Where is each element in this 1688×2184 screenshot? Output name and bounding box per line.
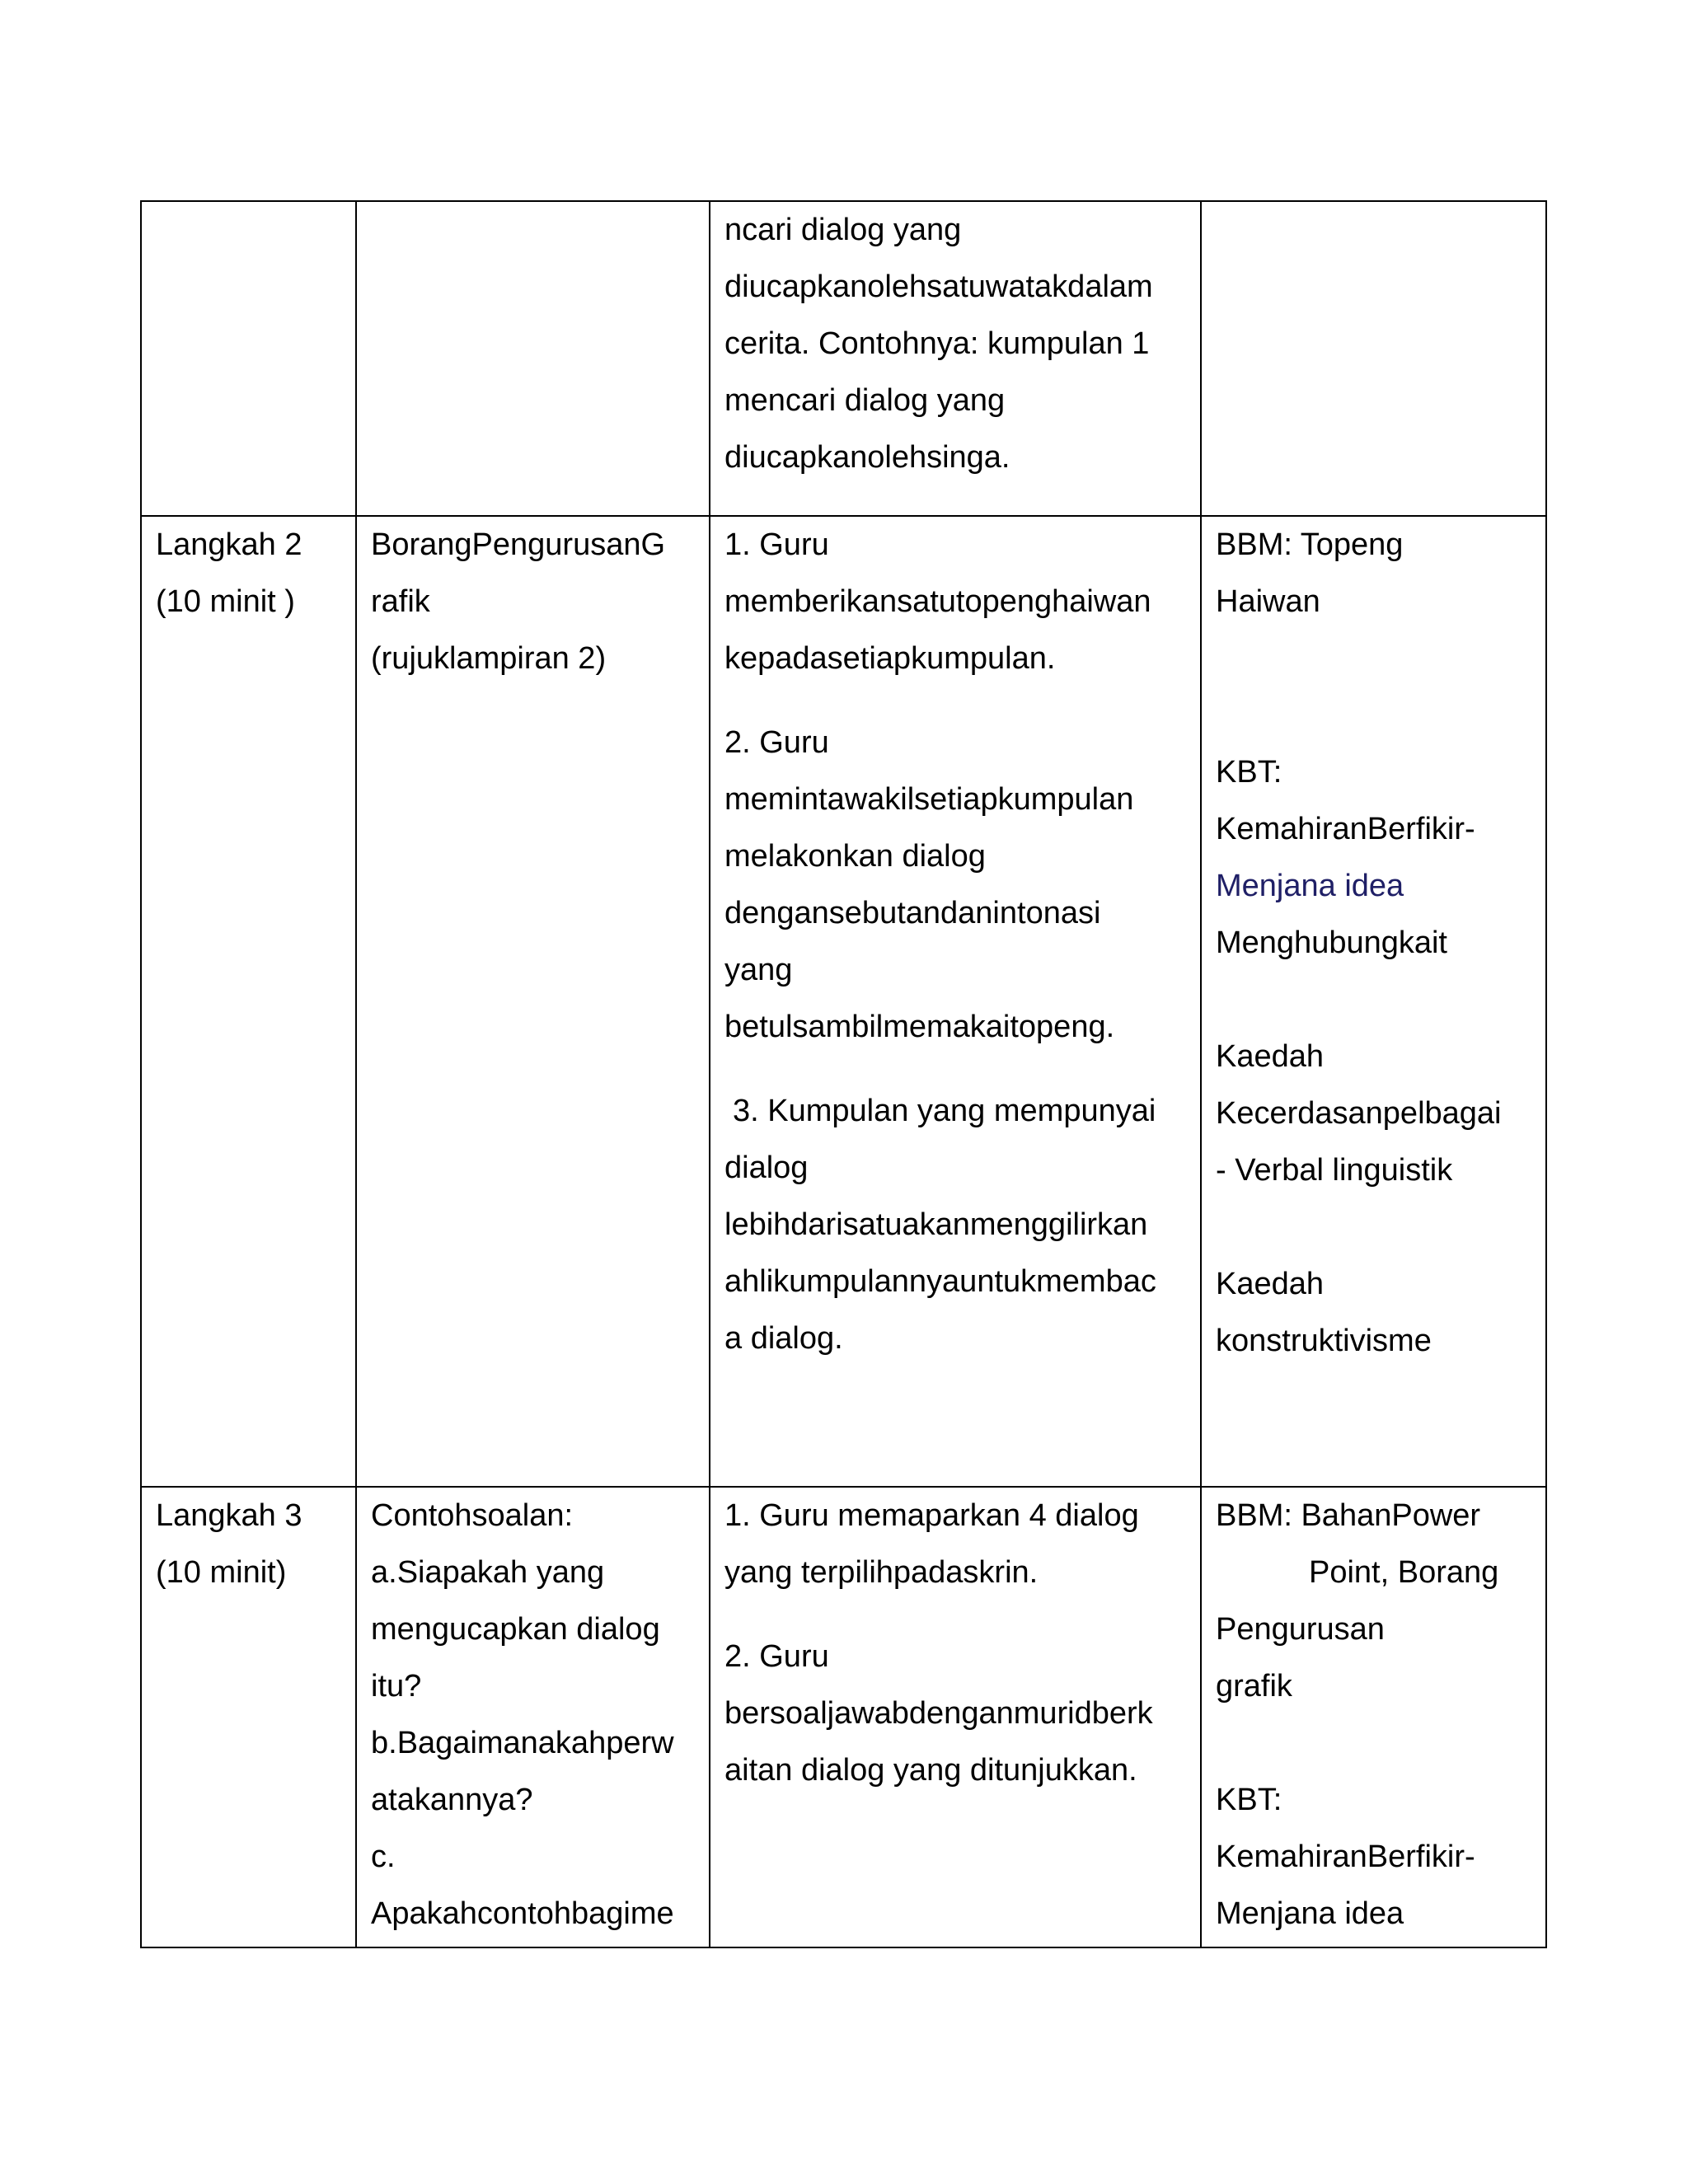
activity-line: bersoaljawabdenganmuridberk: [724, 1696, 1153, 1731]
activity-line: 2. Guru: [724, 1639, 829, 1674]
content-line: itu?: [371, 1669, 422, 1704]
activity-line: diucapkanolehsinga.: [724, 440, 1010, 475]
activity-line: dialog: [724, 1151, 809, 1185]
activity-line: diucapkanolehsatuwatakdalam: [724, 269, 1153, 304]
content-line: BorangPengurusanG: [371, 527, 666, 562]
content-line: c.: [371, 1840, 396, 1874]
kbt-line: Menjana idea: [1216, 1896, 1404, 1931]
activity-line: melakonkan dialog: [724, 839, 986, 874]
activity-item: [724, 517, 1200, 687]
activity-line: ahlikumpulannyauntukmembac: [724, 1264, 1156, 1299]
content-line: Apakahcontohbagime: [371, 1896, 674, 1931]
activity-cell: [710, 201, 1201, 516]
kbt-highlight: Menjana idea: [1216, 869, 1404, 903]
bbm-line: BBM: Topeng: [1216, 527, 1404, 562]
kbt-line: KemahiranBerfikir-: [1216, 812, 1475, 846]
activity-line: ncari dialog yang: [724, 213, 962, 247]
bbm-line: grafik: [1216, 1669, 1292, 1704]
notes-cell: [1201, 1487, 1546, 1947]
activity-line: betulsambilmemakaitopeng.: [724, 1010, 1115, 1044]
kaedah-line: konstruktivisme: [1216, 1324, 1432, 1358]
content-line: rafik: [371, 584, 430, 619]
activity-line: cerita. Contohnya: kumpulan 1: [724, 326, 1150, 361]
kbt-line: KBT:: [1216, 755, 1282, 790]
step-cell: [141, 201, 356, 516]
activity-line: yang: [724, 953, 793, 987]
activity-line: 2. Guru: [724, 725, 829, 760]
activity-line: dengansebutandanintonasi: [724, 896, 1101, 930]
kaedah-line: Kaedah: [1216, 1039, 1325, 1074]
activity-line: memberikansatutopenghaiwan: [724, 584, 1151, 619]
kbt-line: Menghubungkait: [1216, 926, 1447, 960]
kaedah-line: Kecerdasanpelbagai: [1216, 1096, 1502, 1131]
step-label: Langkah 2: [156, 527, 302, 562]
content-line: Contohsoalan:: [371, 1498, 574, 1533]
content-cell: [356, 201, 710, 516]
content-cell: [356, 1487, 710, 1947]
content-line: b.Bagaimanakahperw: [371, 1726, 674, 1760]
content-line: atakannya?: [371, 1783, 533, 1817]
bbm-line: Point, Borang: [1309, 1555, 1499, 1590]
bbm-line: Haiwan: [1216, 584, 1320, 619]
kbt-line: KBT:: [1216, 1783, 1282, 1817]
lesson-plan-table: [140, 200, 1547, 1948]
notes-cell: [1201, 201, 1546, 516]
activity-line: lebihdarisatuakanmenggilirkan: [724, 1207, 1148, 1242]
table-row: [141, 516, 1546, 1487]
table-row: [141, 1487, 1546, 1947]
activity-line: kepadasetiapkumpulan.: [724, 641, 1056, 676]
table-row: [141, 201, 1546, 516]
step-duration: (10 minit ): [156, 584, 295, 619]
activity-line: yang terpilihpadaskrin.: [724, 1555, 1039, 1590]
content-line: mengucapkan dialog: [371, 1612, 660, 1647]
kaedah-line: - Verbal linguistik: [1216, 1153, 1453, 1188]
activity-item: [724, 1488, 1200, 1601]
activity-line: memintawakilsetiapkumpulan: [724, 782, 1134, 817]
step-label: Langkah 3: [156, 1498, 302, 1533]
activity-item: [724, 1629, 1200, 1799]
bbm-line: Pengurusan: [1216, 1612, 1385, 1647]
kaedah-line: Kaedah: [1216, 1267, 1325, 1301]
notes-cell: [1201, 516, 1546, 1487]
step-duration: (10 minit): [156, 1555, 287, 1590]
activity-line: a dialog.: [724, 1321, 843, 1356]
step-cell: [141, 1487, 356, 1947]
activity-item: [724, 715, 1200, 1056]
activity-line: aitan dialog yang ditunjukkan.: [724, 1753, 1137, 1788]
content-line: (rujuklampiran 2): [371, 641, 607, 676]
activity-line: 3. Kumpulan yang mempunyai: [733, 1094, 1156, 1128]
activity-cell: [710, 516, 1201, 1487]
activity-line: 1. Guru memaparkan 4 dialog: [724, 1498, 1139, 1533]
bbm-line: BBM: BahanPower: [1216, 1498, 1481, 1533]
activity-line: mencari dialog yang: [724, 383, 1006, 418]
activity-cell: [710, 1487, 1201, 1947]
content-line: a.Siapakah yang: [371, 1555, 605, 1590]
activity-item: [724, 1083, 1200, 1367]
activity-line: 1. Guru: [724, 527, 829, 562]
content-cell: [356, 516, 710, 1487]
kbt-line: KemahiranBerfikir-: [1216, 1840, 1475, 1874]
step-cell: [141, 516, 356, 1487]
